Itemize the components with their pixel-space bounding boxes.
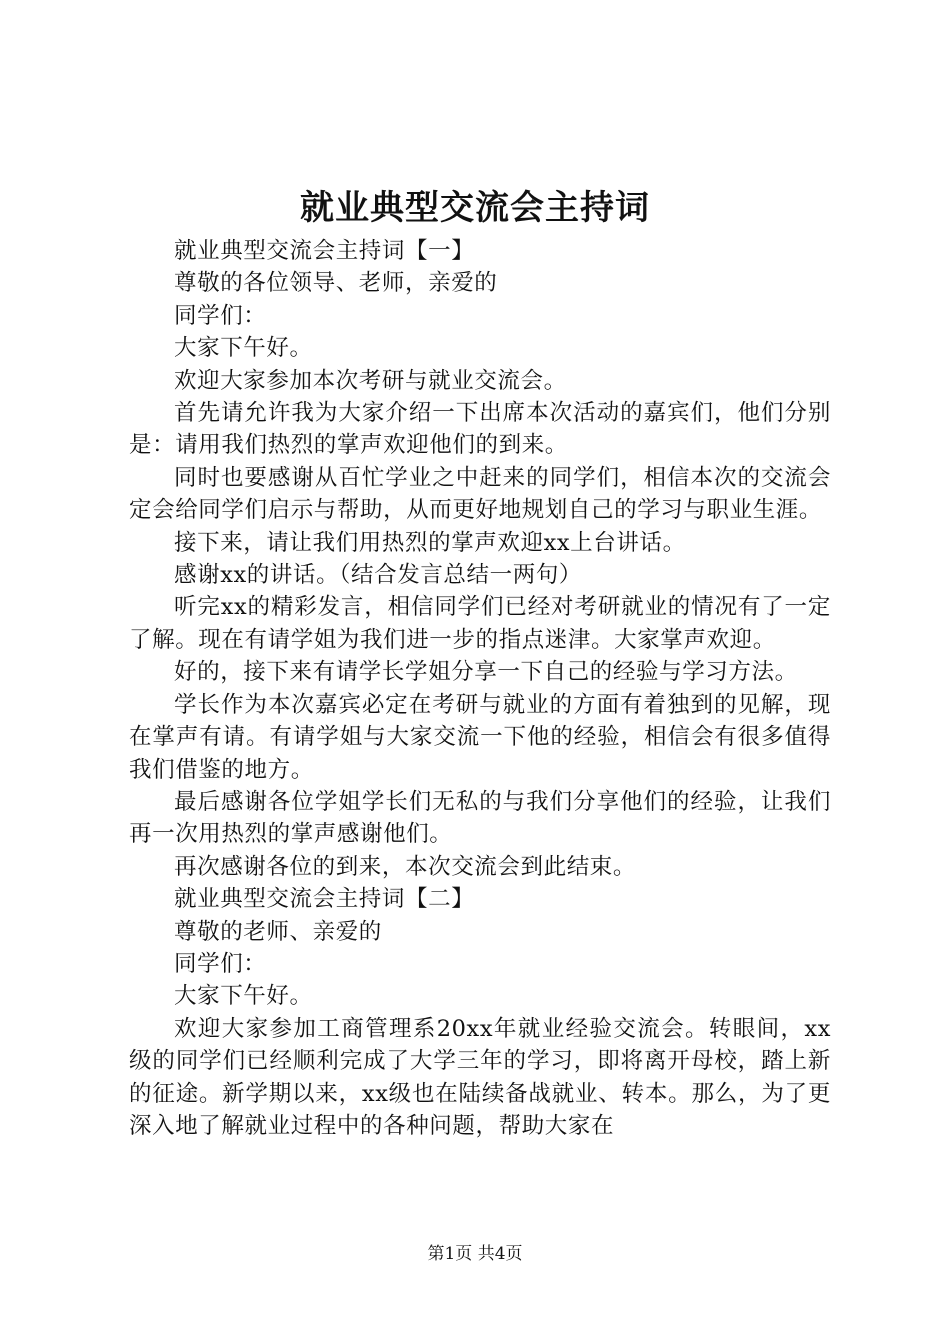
paragraph: 就业典型交流会主持词【二】: [174, 886, 475, 913]
paragraph: 欢迎大家参加本次考研与就业交流会。: [174, 367, 567, 394]
page-footer: 第1页 共4页: [427, 1244, 523, 1264]
paragraph: 最后感谢各位学姐学长们无私的与我们分享他们的经验，让我们再一次用热烈的掌声感谢他们。: [129, 788, 831, 848]
paragraph: 大家下午好。: [174, 983, 313, 1010]
paragraph: 同学们：: [174, 950, 267, 977]
paragraph: 听完xx的精彩发言，相信同学们已经对考研就业的情况有了一定了解。现在有请学姐为我们进一步的指点迷津。大家掌声欢迎。: [129, 594, 831, 653]
paragraph: 同学们：: [174, 302, 267, 329]
paragraph: 感谢xx的讲话。（结合发言总结一两句）: [174, 562, 583, 589]
paragraph: 就业典型交流会主持词【一】: [174, 238, 475, 264]
paragraph: 接下来，请让我们用热烈的掌声欢迎xx上台讲话。: [174, 529, 686, 556]
paragraph: 大家下午好。: [174, 335, 313, 362]
paragraph: 学长作为本次嘉宾必定在考研与就业的方面有着独到的见解，现在掌声有请。有请学姐与大家交流一下他的经验，相信会有很多值得我们借鉴的地方。: [129, 691, 831, 783]
document-title: 就业典型交流会主持词: [300, 188, 650, 228]
paragraph: 好的，接下来有请学长学姐分享一下自己的经验与学习方法。: [174, 659, 798, 686]
paragraph: 首先请允许我为大家介绍一下出席本次活动的嘉宾们，他们分别是：请用我们热烈的掌声欢迎他们的到来。: [129, 400, 831, 459]
paragraph: 尊敬的各位领导、老师，亲爱的: [174, 270, 498, 297]
document-body: [129, 235, 831, 1142]
paragraph: 再次感谢各位的到来，本次交流会到此结束。: [174, 853, 637, 880]
paragraph: 尊敬的老师、亲爱的: [174, 918, 382, 945]
paragraph: 欢迎大家参加工商管理系20xx年就业经验交流会。转眼间，xx级的同学们已经顺利完成了大学三年的学习，即将离开母校，踏上新的征途。新学期以来，xx级也在陆续备战就业、转本。那么，为了更深入地了解就业过程中的各种问题，帮助大家在: [129, 1015, 831, 1139]
paragraph: 同时也要感谢从百忙学业之中赶来的同学们，相信本次的交流会定会给同学们启示与帮助，从而更好地规划自己的学习与职业生涯。: [129, 464, 831, 524]
